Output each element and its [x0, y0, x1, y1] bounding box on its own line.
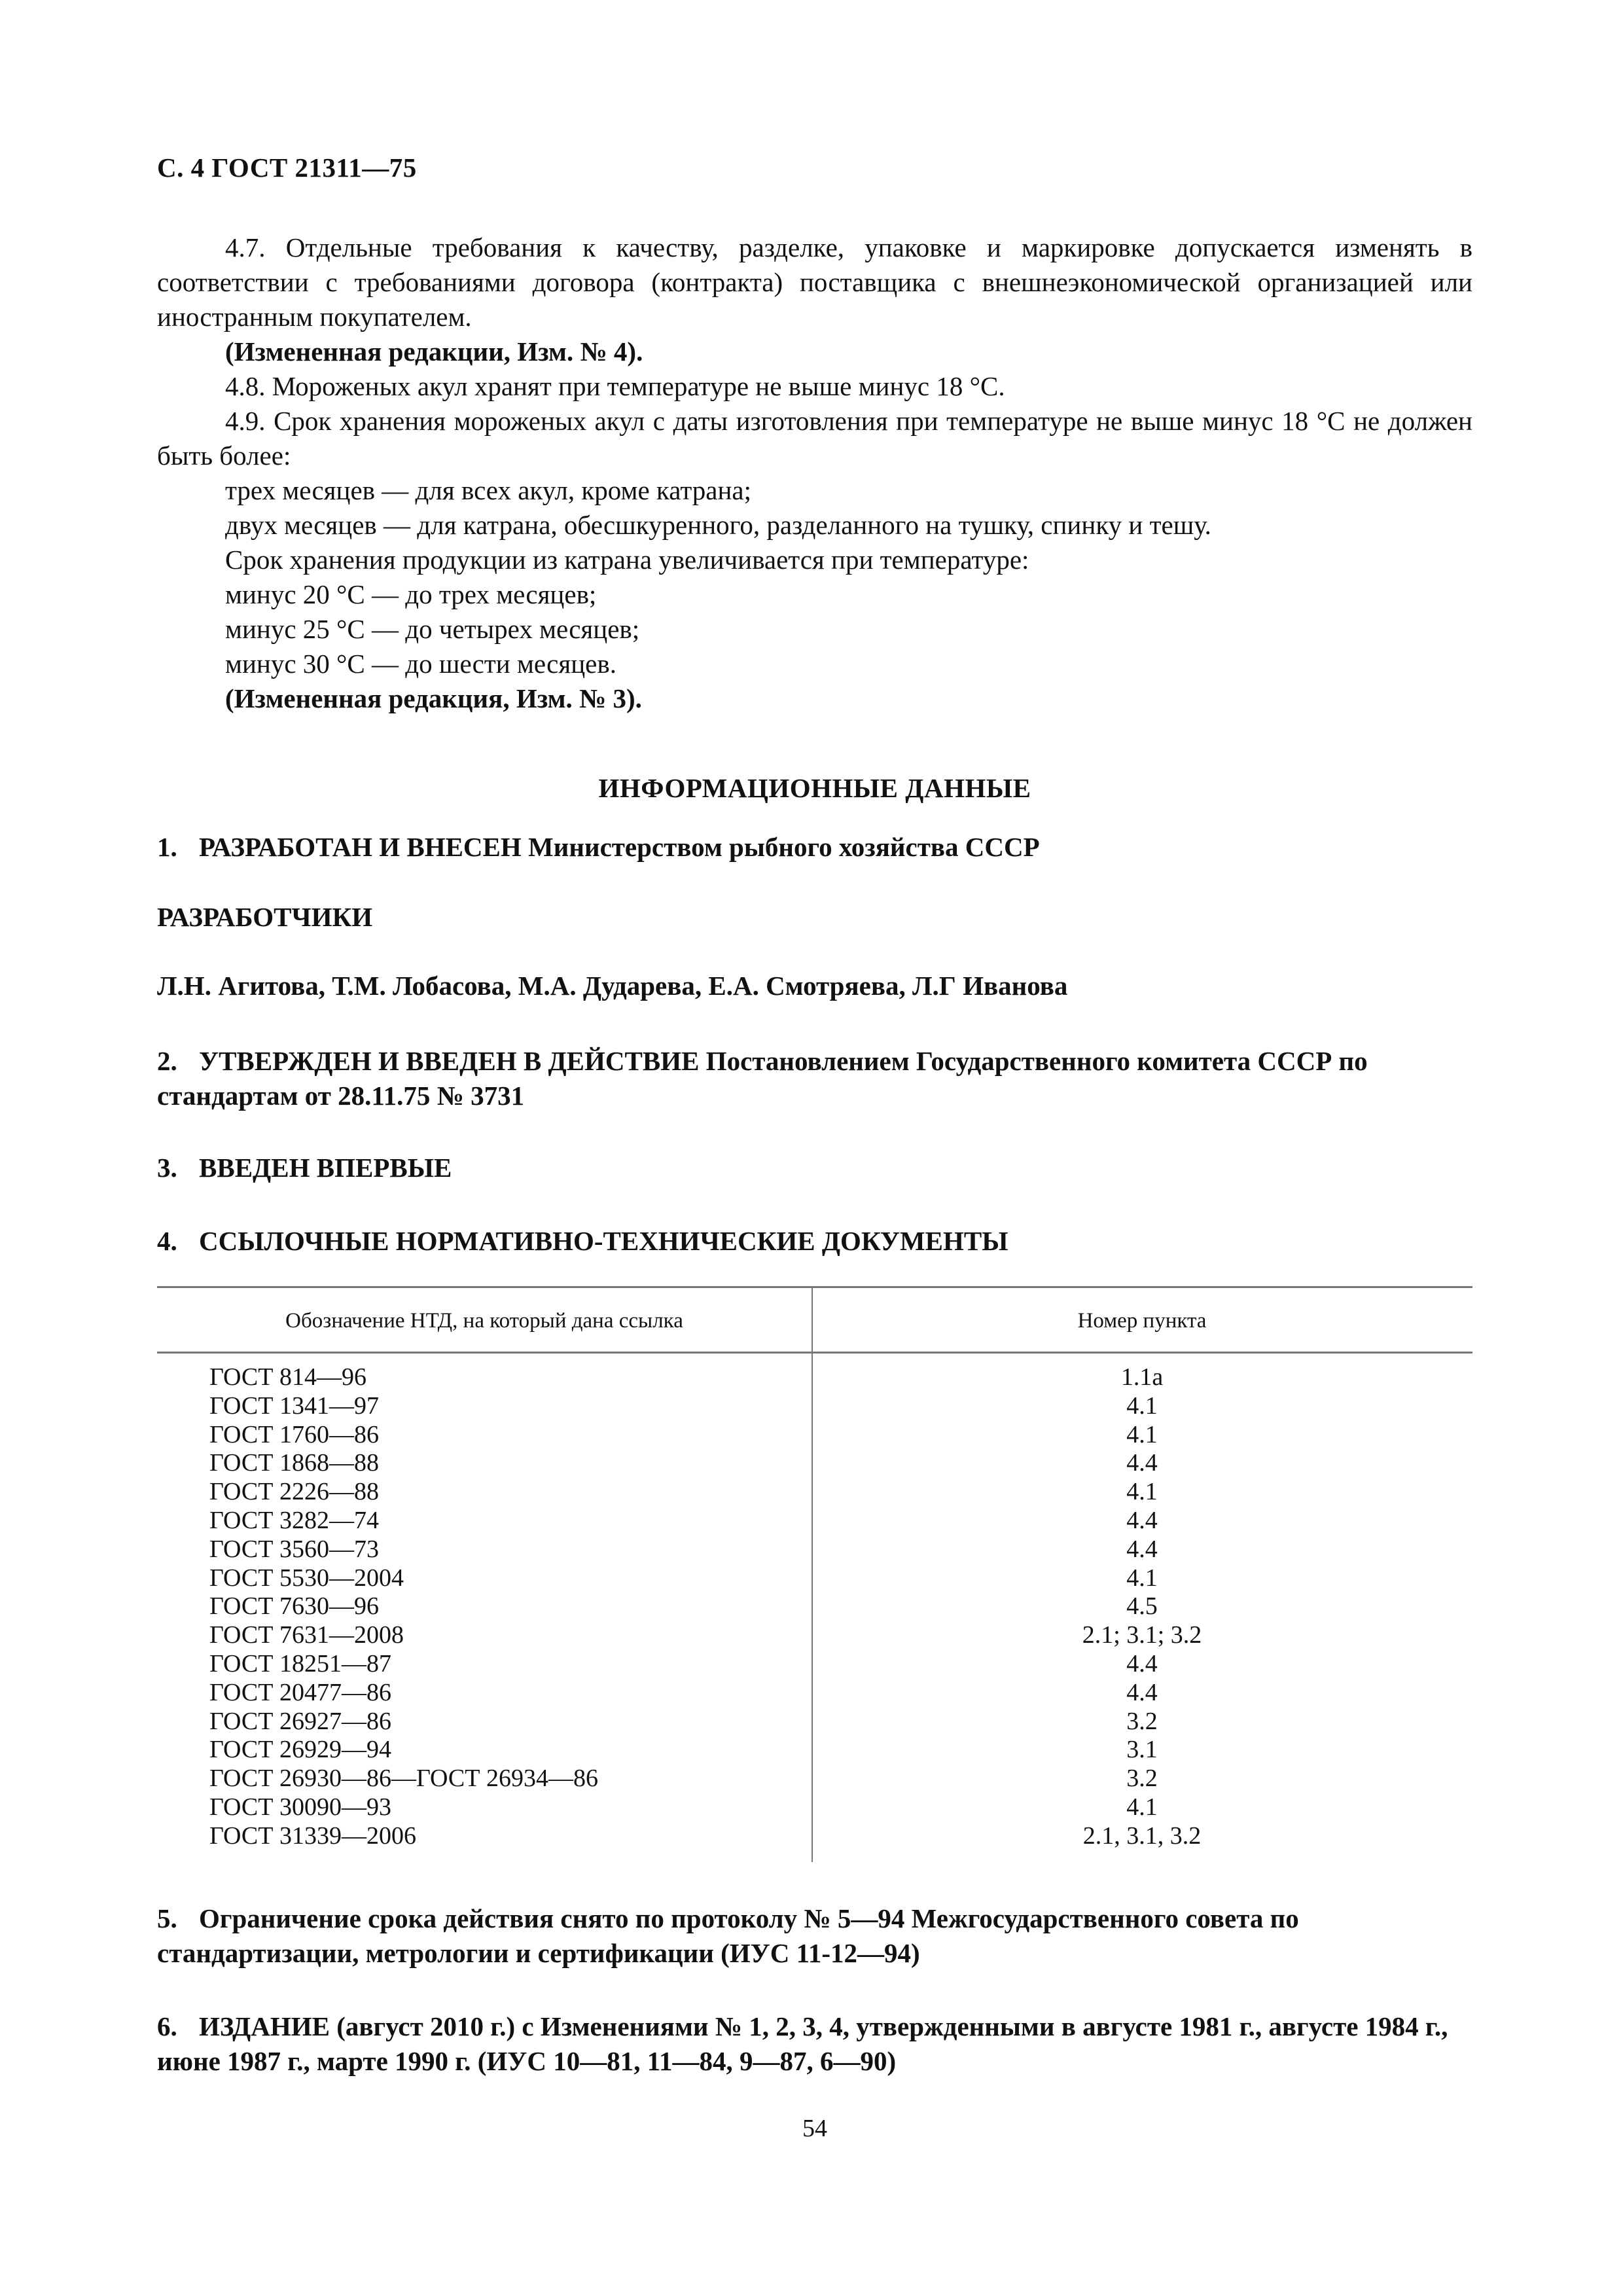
section-number: 2.	[157, 1046, 177, 1076]
table-cell-clause: 1.1а	[1120, 1363, 1164, 1391]
table-row	[157, 1621, 1472, 1650]
table-cell-clause: 4.1	[1126, 1478, 1158, 1506]
table-cell-designation: ГОСТ 1868—88	[209, 1449, 379, 1477]
page-number: 54	[802, 2115, 827, 2142]
table-cell-designation: ГОСТ 814—96	[209, 1363, 366, 1391]
table-header-rule	[157, 1352, 1472, 1354]
table-cell-clause: 4.1	[1126, 1793, 1158, 1821]
developers-title: РАЗРАБОТЧИКИ	[157, 902, 373, 932]
paragraph-4-9-item: двух месяцев — для катрана, обесшкуренного, разделанного на тушку, спинку и тешу.	[225, 510, 1211, 540]
table-row	[157, 1650, 1472, 1679]
section-text: УТВЕРЖДЕН И ВВЕДЕН В ДЕЙСТВИЕ Постановлением Государственного комитета СССР по стандартам от 28.11.75 № 3731	[157, 1046, 1368, 1111]
table-row	[157, 1507, 1472, 1535]
table-cell-clause: 4.4	[1126, 1506, 1158, 1534]
table-cell-designation: ГОСТ 7631—2008	[209, 1621, 404, 1649]
paragraph-4-9-item: минус 20 °С — до трех месяцев;	[225, 579, 597, 609]
table-cell-clause: 4.4	[1126, 1535, 1158, 1563]
table-cell-clause: 3.2	[1126, 1707, 1158, 1735]
info-section-1	[157, 830, 1472, 865]
change-note-4-9: (Измененная редакция, Изм. № 3).	[225, 683, 642, 713]
info-section-6	[157, 2009, 1472, 2079]
table-cell-clause: 4.4	[1126, 1649, 1158, 1677]
table-body	[157, 1363, 1472, 1851]
paragraph-4-7: 4.7. Отдельные требования к качеству, разделке, упаковке и маркировке допускается изменять в соответствии с требованиями договора (контракта) поставщика с внешнеэкономической организацией или иностранным покупателем.	[157, 232, 1472, 332]
table-cell-designation: ГОСТ 20477—86	[209, 1678, 391, 1706]
reference-documents-table	[157, 1286, 1472, 1862]
paragraph-4-9-item: трех месяцев — для всех акул, кроме катрана;	[225, 475, 752, 505]
table-cell-designation: ГОСТ 1341—97	[209, 1391, 379, 1420]
section-text: Ограничение срока действия снято по протоколу № 5—94 Межгосударственного совета по стандартизации, метрологии и сертификации (ИУС 11-12—94)	[157, 1903, 1299, 1968]
info-data-title: ИНФОРМАЦИОННЫЕ ДАННЫЕ	[598, 773, 1031, 803]
table-cell-clause: 4.4	[1126, 1678, 1158, 1706]
table-cell-clause: 3.2	[1126, 1765, 1158, 1793]
table-cell-designation: ГОСТ 3282—74	[209, 1506, 379, 1534]
table-row	[157, 1421, 1472, 1450]
table-cell-designation: ГОСТ 3560—73	[209, 1535, 379, 1563]
page-header: С. 4 ГОСТ 21311—75	[157, 152, 417, 183]
section-4-text	[157, 230, 1472, 716]
table-cell-designation: ГОСТ 26930—86—ГОСТ 26934—86	[209, 1765, 598, 1793]
developers-list: Л.Н. Агитова, Т.М. Лобасова, М.А. Дударева, Е.А. Смотряева, Л.Г Иванова	[157, 971, 1068, 1001]
section-number: 6.	[157, 2011, 177, 2041]
table-row	[157, 1765, 1472, 1793]
info-section-5	[157, 1901, 1472, 1971]
table-row	[157, 1478, 1472, 1507]
table-cell-clause: 2.1; 3.1; 3.2	[1082, 1621, 1202, 1649]
table-cell-clause: 4.4	[1126, 1449, 1158, 1477]
table-row	[157, 1736, 1472, 1765]
section-number: 3.	[157, 1153, 177, 1183]
table-cell-designation: ГОСТ 31339—2006	[209, 1821, 416, 1850]
table-header-designation: Обозначение НТД, на который дана ссылка	[285, 1309, 683, 1333]
table-cell-designation: ГОСТ 30090—93	[209, 1793, 391, 1821]
table-header-clause: Номер пункта	[1077, 1309, 1207, 1333]
paragraph-4-9-item: минус 25 °С — до четырех месяцев;	[225, 614, 640, 644]
table-cell-clause: 2.1, 3.1, 3.2	[1082, 1821, 1202, 1850]
table-row	[157, 1535, 1472, 1564]
section-text: ВВЕДЕН ВПЕРВЫЕ	[199, 1153, 452, 1183]
table-cell-clause: 4.1	[1126, 1564, 1158, 1592]
info-section-4	[157, 1224, 1472, 1259]
table-cell-clause: 4.1	[1126, 1391, 1158, 1420]
table-top-rule	[157, 1286, 1472, 1288]
table-row	[157, 1592, 1472, 1621]
paragraph-4-9-item: Срок хранения продукции из катрана увеличивается при температуре:	[225, 545, 1029, 575]
paragraph-4-8: 4.8. Мороженых акул хранят при температуре не выше минус 18 °С.	[225, 371, 1005, 401]
table-cell-designation: ГОСТ 1760—86	[209, 1420, 379, 1448]
section-text: ИЗДАНИЕ (август 2010 г.) с Изменениями № 1, 2, 3, 4, утвержденными в августе 1981 г., августе 1984 г., июне 1987 г., марте 1990 г. (ИУС 10—81, 11—84, 9—87, 6—90)	[157, 2011, 1448, 2076]
table-cell-designation: ГОСТ 2226—88	[209, 1478, 379, 1506]
table-cell-designation: ГОСТ 26929—94	[209, 1736, 391, 1764]
table-row	[157, 1392, 1472, 1421]
change-note-4-7: (Измененная редакции, Изм. № 4).	[225, 336, 643, 367]
section-text: ССЫЛОЧНЫЕ НОРМАТИВНО-ТЕХНИЧЕСКИЕ ДОКУМЕНТЫ	[199, 1226, 1008, 1256]
table-cell-designation: ГОСТ 26927—86	[209, 1707, 391, 1735]
section-number: 1.	[157, 832, 177, 862]
info-section-2	[157, 1044, 1472, 1113]
table-cell-clause: 3.1	[1126, 1736, 1158, 1764]
table-row	[157, 1793, 1472, 1822]
table-row	[157, 1679, 1472, 1708]
section-text: РАЗРАБОТАН И ВНЕСЕН Министерством рыбного хозяйства СССР	[199, 832, 1040, 862]
table-cell-clause: 4.1	[1126, 1420, 1158, 1448]
table-cell-designation: ГОСТ 18251—87	[209, 1649, 391, 1677]
table-cell-designation: ГОСТ 5530—2004	[209, 1564, 404, 1592]
table-row	[157, 1363, 1472, 1392]
document-page	[157, 0, 1472, 2296]
info-section-3	[157, 1151, 1472, 1185]
table-cell-clause: 4.5	[1126, 1592, 1158, 1621]
table-row	[157, 1449, 1472, 1478]
section-number: 4.	[157, 1226, 177, 1256]
paragraph-4-9: 4.9. Срок хранения мороженых акул с даты изготовления при температуре не выше минус 18 °С не должен быть более:	[157, 406, 1472, 471]
table-cell-designation: ГОСТ 7630—96	[209, 1592, 379, 1621]
section-number: 5.	[157, 1903, 177, 1933]
table-row	[157, 1708, 1472, 1736]
table-row	[157, 1822, 1472, 1851]
paragraph-4-9-item: минус 30 °С — до шести месяцев.	[225, 649, 616, 679]
table-row	[157, 1564, 1472, 1593]
